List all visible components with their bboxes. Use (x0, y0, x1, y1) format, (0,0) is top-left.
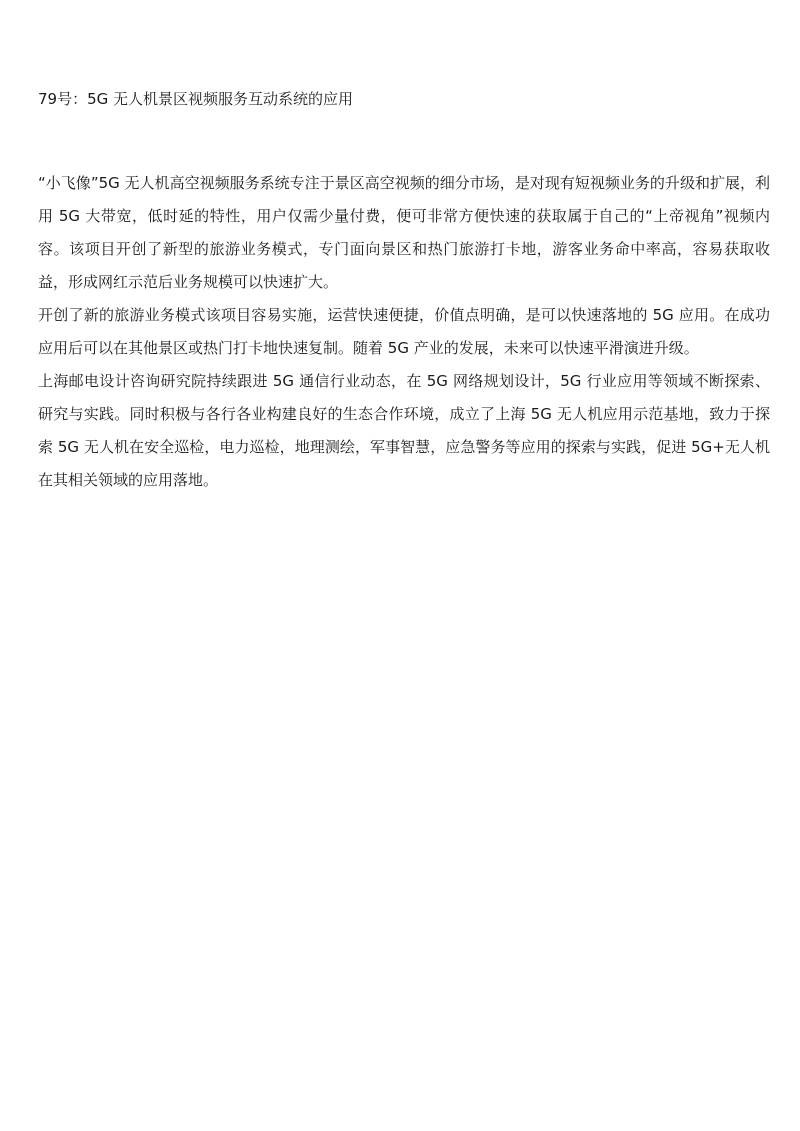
paragraph-1: “小飞像”5G 无人机高空视频服务系统专注于景区高空视频的细分市场，是对现有短视频业务的升级和扩展，利用 5G 大带宽，低时延的特性，用户仅需少量付费，便可非常方便快速的获取属于自己的“上帝视角”视频内容。该项目开创了新型的旅游业务模式，专门面向景区和热门旅游打卡地，游客业务命中率高，容易获取收益，形成网红示范后业务规模可以快速扩大。 (38, 174, 770, 291)
paragraph-3: 上海邮电设计咨询研究院持续跟进 5G 通信行业动态，在 5G 网络规划设计，5G 行业应用等领域不断探索、研究与实践。同时积极与各行各业构建良好的生态合作环境，成立了上海 5G 无人机应用示范基地，致力于探索 5G 无人机在安全巡检，电力巡检，地理测绘，军事智慧，应急警务等应用的探索与实践，促进 5G+无人机在其相关领域的应用落地。 (38, 372, 770, 489)
document-title: 79号：5G 无人机景区视频服务互动系统的应用 (38, 90, 354, 108)
paragraph-2: 开创了新的旅游业务模式该项目容易实施，运营快速便捷，价值点明确，是可以快速落地的 5G 应用。在成功应用后可以在其他景区或热门打卡地快速复制。随着 5G 产业的发展，未来可以快速平滑演进升级。 (38, 306, 770, 357)
document-body (38, 167, 770, 497)
